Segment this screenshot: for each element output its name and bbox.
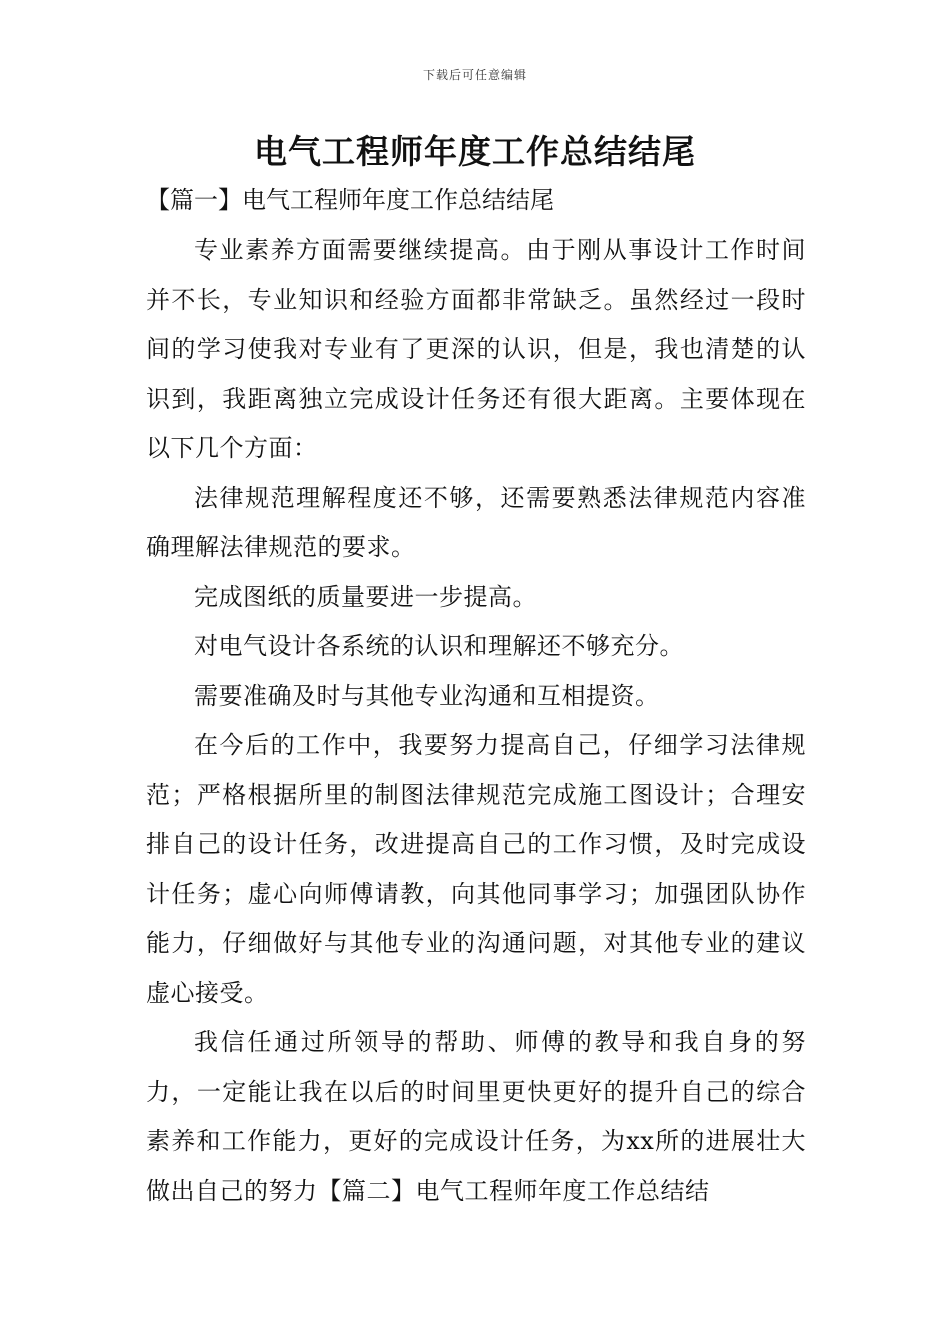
paragraph-1: 专业素养方面需要继续提高。由于刚从事设计工作时间并不长，专业知识和经验方面都非常缺乏。虽然经过一段时间的学习使我对专业有了更深的认识，但是，我也清楚的认识到，我距离独立完成设计任务还有很大距离。主要体现在以下几个方面： <box>146 236 806 462</box>
paragraph-4: 对电气设计各系统的认识和理解还不够充分。 <box>194 632 684 660</box>
paragraph-6: 在今后的工作中，我要努力提高自己，仔细学习法律规范；严格根据所里的制图法律规范完成施工图设计；合理安排自己的设计任务，改进提高自己的工作习惯，及时完成设计任务；虚心向师傅请教，向其他同事学习；加强团队协作能力，仔细做好与其他专业的沟通问题，对其他专业的建议虚心接受。 <box>146 731 806 1007</box>
paragraph-7: 我信任通过所领导的帮助、师傅的教导和我自身的努力，一定能让我在以后的时间里更快更好的提升自己的综合素养和工作能力，更好的完成设计任务，为xx所的进展壮大做出自己的努力【篇二】电气工程师年度工作总结结 <box>146 1028 806 1205</box>
paragraph-3: 完成图纸的质量要进一步提高。 <box>194 582 537 611</box>
section-heading: 【篇一】电气工程师年度工作总结结尾 <box>146 186 554 214</box>
paragraph-5: 需要准确及时与其他专业沟通和互相提资。 <box>194 681 660 710</box>
document-title: 电气工程师年度工作总结结尾 <box>254 132 696 171</box>
paragraph-2: 法律规范理解程度还不够，还需要熟悉法律规范内容准确理解法律规范的要求。 <box>146 483 806 561</box>
body-text <box>146 226 806 1216</box>
header-note: 下载后可任意编辑 <box>422 68 527 82</box>
